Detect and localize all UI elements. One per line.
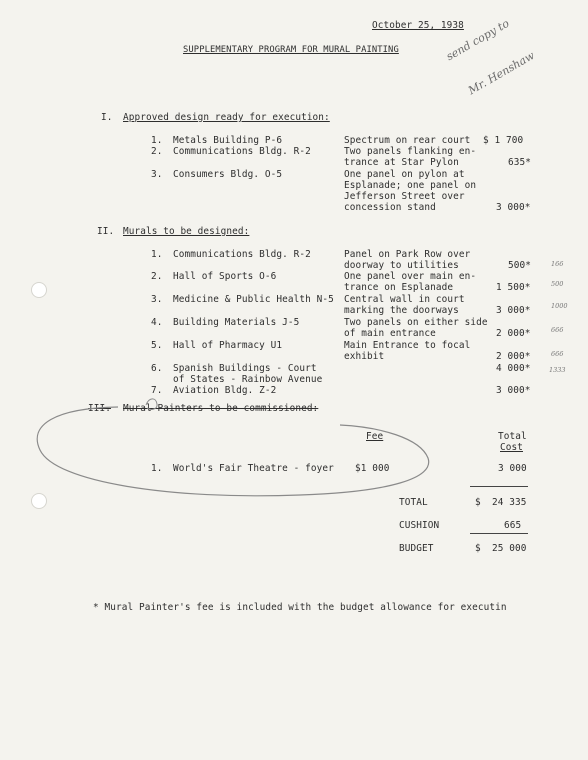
section-ii-heading: Murals to be designed: [123,226,250,237]
total-currency: $ [475,497,481,508]
total-column-header-line2: Cost [500,442,523,453]
handwritten-note-line1: send copy to [444,16,512,64]
handwritten-note-line2: Mr. Henshaw [466,48,537,98]
section-i-heading: Approved design ready for execution: [123,112,330,123]
margin-note: 666 [551,326,564,334]
document-date: October 25, 1938 [372,20,464,31]
margin-note: 1000 [551,302,568,310]
total-column-header-line1: Total [498,431,527,442]
cushion-value: 665 [504,520,522,531]
section-iii-heading: Mural Painters to be commissioned: [123,403,319,414]
section-ii-numeral: II. [97,226,115,237]
summary-bottom-rule [470,533,528,534]
document-title: SUPPLEMENTARY PROGRAM FOR MURAL PAINTING [183,45,399,55]
margin-note: 1333 [549,366,566,374]
document-page: October 25, 1938 SUPPLEMENTARY PROGRAM FOR MURAL PAINTING send copy to Mr. Henshaw I. Approved design ready for execution: 1. Metals Building P-6 Spectrum on rear court $ 1 700 2. Communications Bldg. R-2 Two panels flanking en- trance at Star Pylon 635* 3. Consumers Bldg. O-5 One panel on pylon at Esplanade; one panel on Jefferson Street over concession stand 3 000* II. Murals to be designed: 1. Communications Bldg. R-2 Panel on Park Row over doorway to utilities 500* 166 2. Hall of Sports O-6 One panel over main en- trance on Esplanade 1 500* 500 3. Medicine & Public Health N-5 Central wall in court marking the doorways 3 000* 1000 4. Building Materials J-5 Two panels on either side of main entrance 2 000* 666 5. Hall of Pharmacy U1 Main Entrance to focal exhibit 2 000* 666 6. Spanish Buildings - Court of States - Rainbow Avenue 4 000* 1333 7. Aviation Bldg. Z-2 3 000* III. Mural Painters to be commissioned: Fee Total Cost 1. World's Fair Theatre - foyer $1 000 3 000 TOTAL $ 24 335 CUSHION 665 BUDGET $ 25 000 * Mural Painter's fee is included with the budget allowance for executin [0,0,588,760]
margin-note: 500 [551,280,564,288]
section-iii-numeral: III. [88,403,111,414]
margin-note: 166 [551,260,564,268]
footnote: * Mural Painter's fee is included with the budget allowance for executin [93,602,507,613]
margin-note: 666 [551,350,564,358]
cushion-label: CUSHION [399,520,440,531]
budget-currency: $ [475,543,481,554]
budget-value: 25 000 [492,543,527,554]
summary-top-rule [470,486,528,487]
section-i-numeral: I. [101,112,113,123]
total-value: 24 335 [492,497,527,508]
budget-label: BUDGET [399,543,434,554]
total-label: TOTAL [399,497,428,508]
fee-column-header: Fee [366,431,384,442]
